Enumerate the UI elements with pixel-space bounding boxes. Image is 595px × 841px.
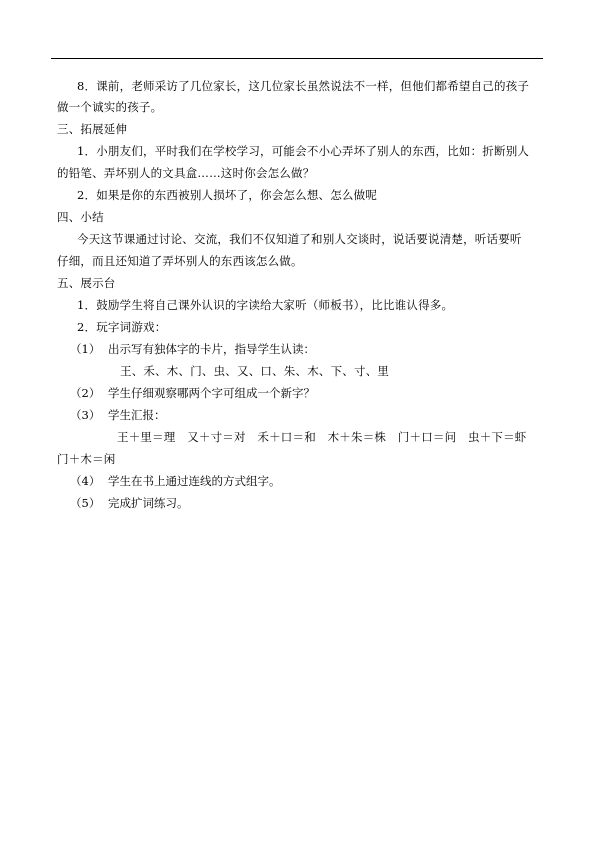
sub-item-1-text: 出示写有独体字的卡片，指导学生认读： [108,342,315,356]
section-3-item-1-line-2: 的铅笔、弄坏别人的文具盒……这时你会怎么做？ [57,166,315,180]
sub-item-5-text: 完成扩词练习。 [108,496,189,510]
sub-item-4-text: 学生在书上通过连线的方式组字。 [108,474,281,488]
section-3-item-2: 2．如果是你的东西被别人损坏了，你会怎么想、怎么做呢 [77,188,378,202]
sub-item-3-number: （3） [70,408,101,422]
sub-item-3-text: 学生汇报： [108,408,166,422]
sub-item-2-text: 学生仔细观察哪两个字可组成一个新字？ [108,386,315,400]
sub-item-2-number: （2） [70,386,101,400]
header-rule [51,58,543,59]
section-3-item-1-line-1: 1．小朋友们，平时我们在学校学习，可能会不小心弄坏了别人的东西，比如：折断别人 [77,144,530,158]
paragraph-8-line-1: 8．课前，老师采访了几位家长，这几位家长虽然说法不一样，但他们都希望自己的孩子 [77,79,530,93]
section-4-line-1: 今天这节课通过讨论、交流，我们不仅知道了和别人交谈时，说话要说清楚，听话要听 [77,232,522,246]
section-3-heading: 三、拓展延伸 [57,122,128,136]
section-4-heading: 四、小结 [57,210,104,224]
section-5-item-2: 2．玩字词游戏： [77,320,167,334]
section-5-heading: 五、展示台 [57,276,116,290]
section-4-line-2: 仔细，而且还知道了弄坏别人的东西该怎么做。 [57,254,303,268]
character-list: 王、禾、木、门、虫、又、口、朱、木、下、寸、里 [120,364,390,378]
sub-item-5-number: （5） [70,496,101,510]
section-5-item-1: 1．鼓励学生将自己课外认识的字读给大家听（师板书），比比谁认得多。 [77,298,454,312]
sub-item-4-number: （4） [70,474,101,488]
character-equations-line-2: 门＋木＝闲 [57,452,116,466]
paragraph-8-line-2: 做一个诚实的孩子。 [57,100,163,114]
character-equations-line-1: 王＋里＝理 又＋寸＝对 禾＋口＝和 木＋朱＝株 门＋口＝问 虫＋下＝虾 [117,430,527,444]
sub-item-1-number: （1） [70,342,101,356]
